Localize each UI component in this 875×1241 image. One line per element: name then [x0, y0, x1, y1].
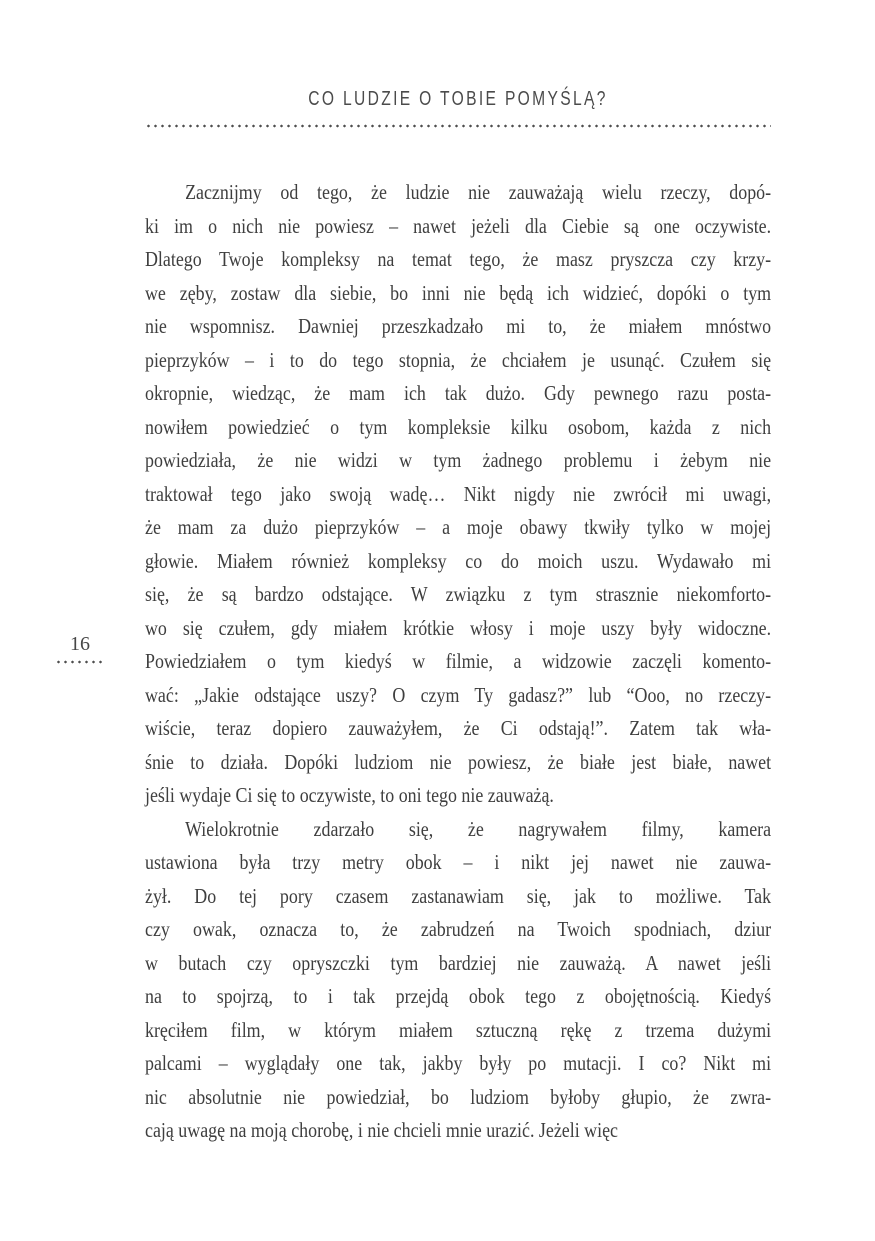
text-line: powiedziała, że nie widzi w tym żadnego problemu i żebym nie — [145, 448, 772, 472]
text-line: żył. Do tej pory czasem zastanawiam się, jak to możliwe. Tak — [145, 883, 772, 908]
chapter-running-head: CO LUDZIE O TOBIE POMYŚLĄ? — [308, 88, 608, 110]
text-line: czy owak, oznacza to, że zabrudzeń na Twoich spodniach, dziur — [145, 917, 772, 941]
text-line: palcami – wyglądały one tak, jakby były po mutacji. I co? Nikt mi — [145, 1051, 772, 1075]
text-line: nowiłem powiedzieć o tym kompleksie kilku osobom, każda z nich — [145, 414, 772, 439]
text-line: w butach czy opryszczki tym bardziej nie zauważą. A nawet jeśli — [145, 950, 772, 975]
body-text — [145, 176, 771, 1148]
text-line: wo się czułem, gdy miałem krótkie włosy i moje uszy były widoczne. — [145, 615, 772, 640]
text-line: wiście, teraz dopiero zauważyłem, że Ci odstają!”. Zatem tak wła- — [145, 716, 772, 740]
text-line: ki im o nich nie powiesz – nawet jeżeli dla Ciebie są one oczywiste. — [145, 213, 772, 238]
text-line: nic absolutnie nie powiedział, bo ludziom byłoby głupio, że zwra- — [145, 1084, 772, 1109]
text-line: okropnie, wiedząc, że mam ich tak dużo. Gdy pewnego razu posta- — [145, 381, 772, 405]
text-line: się, że są bardzo odstające. W związku z tym strasznie niekomforto- — [145, 582, 772, 606]
paragraph — [145, 176, 771, 813]
text-line: cają uwagę na moją chorobę, i nie chcieli mnie urazić. Jeżeli więc — [145, 1118, 618, 1142]
text-line: wać: „Jakie odstające uszy? O czym Ty gadasz?” lub “Ooo, no rzeczy- — [145, 682, 772, 707]
text-line: Wielokrotnie zdarzało się, że nagrywałem filmy, kamera — [185, 816, 772, 841]
page-number: 16 — [70, 633, 90, 655]
text-line: nie wspomnisz. Dawniej przeszkadzało mi to, że miałem mnóstwo — [145, 314, 772, 338]
text-line: traktował tego jako swoją wadę… Nikt nigdy nie zwrócił mi uwagi, — [145, 481, 772, 506]
text-line: Dlatego Twoje kompleksy na temat tego, że masz pryszcza czy krzy- — [145, 247, 772, 271]
text-line: pieprzyków – i to do tego stopnia, że chciałem je usunąć. Czułem się — [145, 347, 772, 372]
text-line: kręciłem film, w którym miałem sztuczną rękę z trzema dużymi — [145, 1017, 772, 1042]
text-line: Zacznijmy od tego, że ludzie nie zauważają wielu rzeczy, dopó- — [185, 180, 772, 204]
text-line: we zęby, zostaw dla siebie, bo inni nie będą ich widzieć, dopóki o tym — [145, 280, 772, 305]
page-number-dotted-rule — [55, 660, 105, 664]
text-line: jeśli wydaje Ci się to oczywiste, to oni tego nie zauważą. — [145, 783, 554, 807]
text-line: Powiedziałem o tym kiedyś w filmie, a widzowie zaczęli komento- — [145, 649, 772, 673]
text-line: że mam za dużo pieprzyków – a moje obawy tkwiły tylko w mojej — [145, 515, 772, 539]
text-line: głowie. Miałem również kompleksy co do moich uszu. Wydawało mi — [145, 548, 772, 573]
text-line: śnie to działa. Dopóki ludziom nie powiesz, że białe jest białe, nawet — [145, 749, 772, 774]
page-number-block — [55, 631, 105, 664]
text-line: ustawiona była trzy metry obok – i nikt jej nawet nie zauwa- — [145, 850, 772, 874]
paragraph — [145, 813, 771, 1148]
text-line: na to spojrzą, to i tak przejdą obok tego z obojętnością. Kiedyś — [145, 984, 772, 1008]
header-dotted-rule — [145, 124, 771, 128]
